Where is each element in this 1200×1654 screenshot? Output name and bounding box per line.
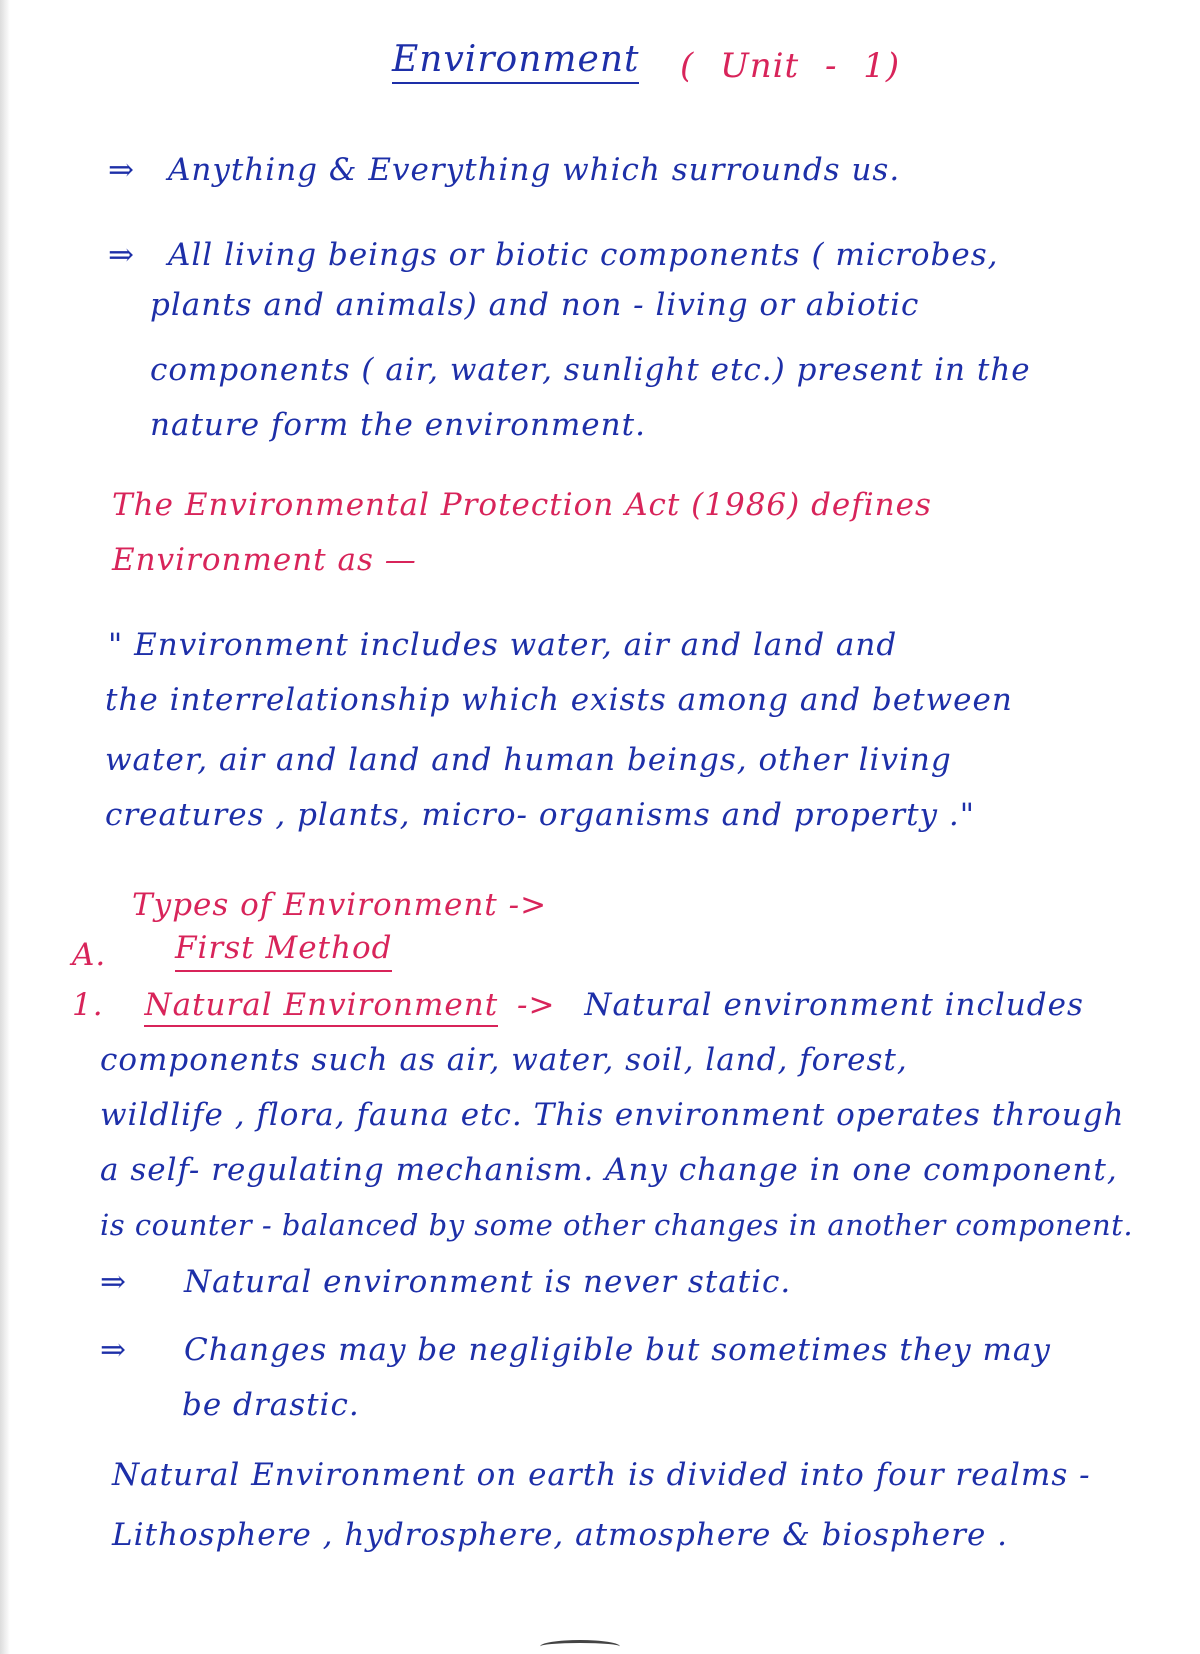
- page-edge-shadow: [0, 0, 10, 1654]
- bullet-2: [108, 235, 999, 275]
- natural-bullet-1-text: Natural environment is never static.: [184, 1264, 792, 1300]
- method-heading: First Method: [175, 928, 392, 972]
- natural-environment-item: [72, 985, 1084, 1025]
- quote-line: the interrelationship which exists among and between: [105, 682, 1013, 718]
- natural-environment-label: Natural Environment: [144, 987, 498, 1027]
- natural-bullet-2-text: Changes may be negligible but sometimes they may: [184, 1332, 1051, 1368]
- definition-line: plants and animals) and non - living or abiotic: [150, 287, 920, 323]
- item-text: Natural environment includes: [584, 987, 1084, 1023]
- natural-bullet-1: [100, 1262, 791, 1302]
- bullet-1-text: Anything & Everything which surrounds us.: [168, 152, 901, 188]
- arrow-icon: ⇒: [108, 237, 135, 273]
- definition-line: nature form the environment.: [150, 407, 646, 443]
- natural-body-line: components such as air, water, soil, land, forest,: [100, 1042, 908, 1078]
- unit-label: ( Unit - 1): [680, 46, 901, 86]
- arrow-icon: ⇒: [100, 1264, 127, 1300]
- act-heading-line: Environment as —: [112, 542, 417, 578]
- definition-line: components ( air, water, sunlight etc.) present in the: [150, 352, 1031, 388]
- page-binding-mark: [540, 1640, 620, 1653]
- natural-body-line: is counter - balanced by some other changes in another component.: [100, 1208, 1134, 1242]
- quote-line: creatures , plants, micro- organisms and property .": [105, 797, 976, 833]
- types-heading: Types of Environment ->: [132, 887, 548, 923]
- bullet-2-text: All living beings or biotic components ( microbes,: [168, 237, 999, 273]
- realms-line: Lithosphere , hydrosphere, atmosphere & biosphere .: [112, 1517, 1009, 1553]
- item-number: 1.: [72, 987, 104, 1023]
- item-arrow: ->: [517, 987, 556, 1023]
- page-title: Environment: [392, 40, 639, 84]
- bullet-1: [108, 150, 900, 190]
- act-heading-line: The Environmental Protection Act (1986) defines: [112, 487, 932, 523]
- natural-bullet-2-continuation: be drastic.: [182, 1387, 360, 1423]
- section-marker: A.: [72, 937, 107, 973]
- arrow-icon: ⇒: [100, 1332, 127, 1368]
- natural-body-line: wildlife , flora, fauna etc. This environment operates through: [100, 1097, 1125, 1133]
- quote-line: " Environment includes water, air and land and: [108, 627, 898, 663]
- realms-line: Natural Environment on earth is divided into four realms -: [112, 1457, 1091, 1493]
- arrow-icon: ⇒: [108, 152, 135, 188]
- natural-body-line: a self- regulating mechanism. Any change in one component,: [100, 1152, 1118, 1188]
- quote-line: water, air and land and human beings, other living: [105, 742, 952, 778]
- natural-bullet-2: [100, 1330, 1051, 1370]
